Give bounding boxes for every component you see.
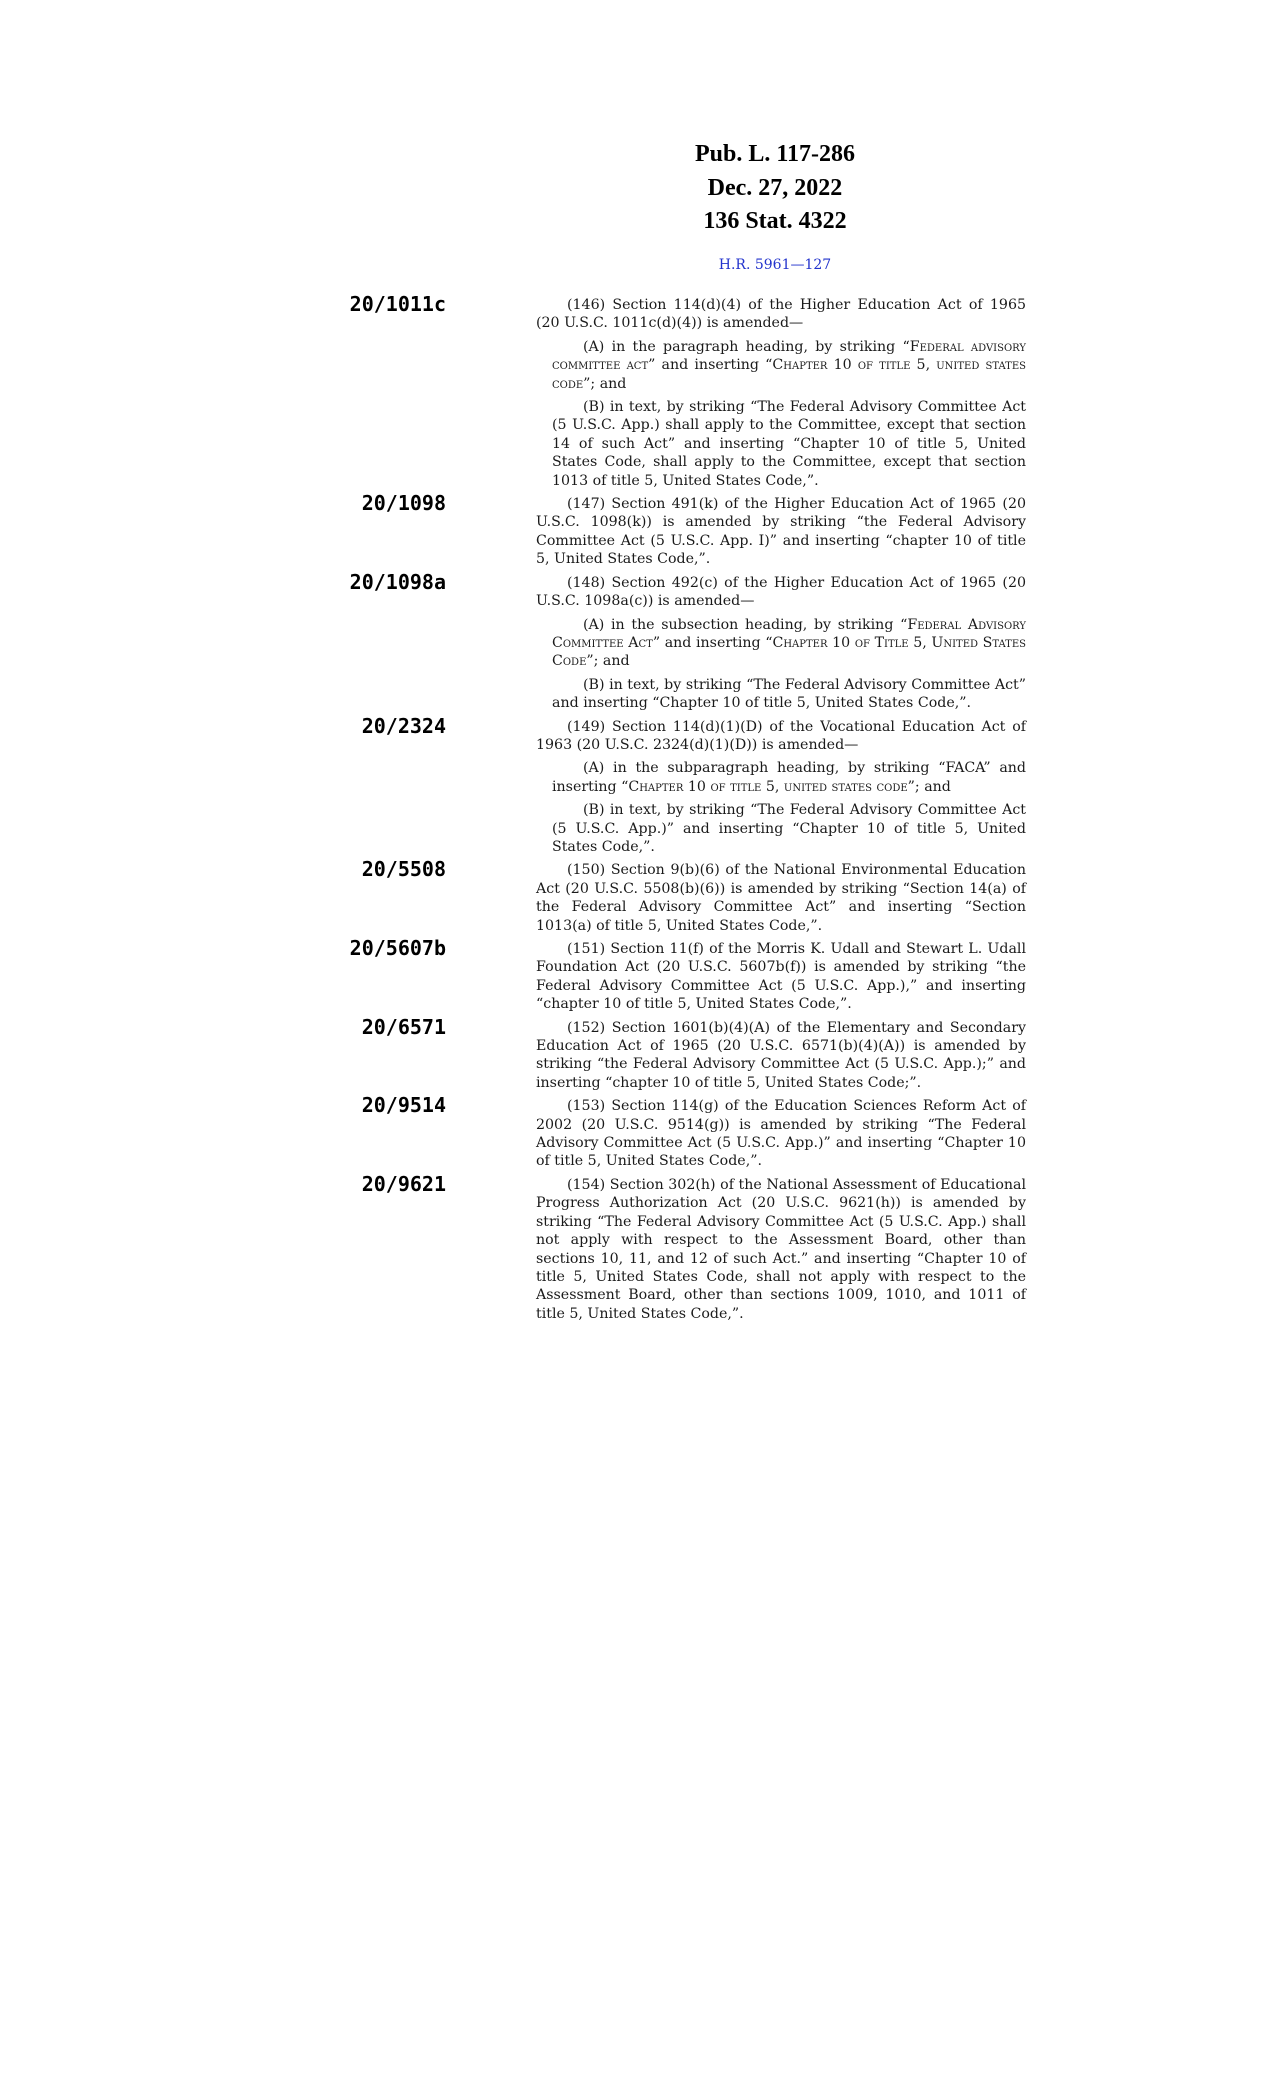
section-block [361,1093,1026,1171]
usc-margin-citation: 20/2324 [361,713,446,738]
section-block [349,936,1026,1014]
document-header [600,138,950,239]
section-text: (152) Section 1601(b)(4)(A) of the Elementary and Secondary Education Act of 1965 (20 U.S.C. 6571(b)(4)(A)) is amended by striking “the Federal Advisory Committee Act (5 U.S.C. App.);” and inserting “chapter 10 of title 5, United States Code;”. [536,1019,1026,1091]
statute-citation: 136 Stat. 4322 [703,208,847,234]
subparagraph-group [536,338,1026,490]
usc-margin-citation: 20/9514 [361,1093,446,1118]
section-block [349,569,1026,611]
section-block [361,1014,1026,1093]
section-text: (146) Section 114(d)(4) of the Higher Education Act of 1965 (20 U.S.C. 1011c(d)(4)) is amended— [536,297,1026,332]
usc-margin-citation: 20/1098a [349,569,446,594]
section-text: (150) Section 9(b)(6) of the National Environmental Education Act (20 U.S.C. 5508(b)(6)) is amended by striking “Section 14(a) of the Federal Advisory Committee Act” and inserting “Section 1013(a) of title 5, United States Code,”. [536,862,1026,934]
subparagraph-text: (B) in text, by striking “The Federal Advisory Committee Act (5 U.S.C. App.)” and inserting “Chapter 10 of title 5, United States Code,”. [552,802,1026,855]
section-text: (149) Section 114(d)(1)(D) of the Vocational Education Act of 1963 (20 U.S.C. 2324(d)(1)(D)) is amended— [536,718,1026,753]
section-block [361,713,1026,755]
subparagraph-group [536,616,1026,713]
usc-margin-citation: 20/1098 [361,491,446,516]
section-text: (147) Section 491(k) of the Higher Education Act of 1965 (20 U.S.C. 1098(k)) is amended by striking “the Federal Advisory Committee Act (5 U.S.C. App. I)” and inserting “chapter 10 of title 5, United States Code,”. [536,496,1026,568]
subparagraph-text: (A) in the subparagraph heading, by striking “FACA” and inserting “Chapter 10 of title 5, united states code”; and [552,760,1026,795]
usc-margin-citation: 20/9621 [361,1171,446,1196]
subparagraph-group [536,759,1026,856]
enactment-date: Dec. 27, 2022 [707,174,843,201]
section-block [349,292,1026,333]
section-text: (154) Section 302(h) of the National Assessment of Educational Progress Authorization Act (20 U.S.C. 9621(h)) is amended by striking “The Federal Advisory Committee Act (5 U.S.C. App.) shall not apply with respect to the Assessment Board, other than sections 10, 11, and 12 of such Act.” and inserting “Chapter 10 of title 5, United States Code, shall not apply with respect to the Assessment Board, other than sections 1009, 1010, and 1011 of title 5, United States Code,”. [536,1176,1026,1322]
section-block [361,857,1026,935]
usc-margin-citation: 20/6571 [361,1014,446,1039]
subparagraph-text: (B) in text, by striking “The Federal Advisory Committee Act” and inserting “Chapter 10 of title 5, United States Code,”. [552,676,1026,712]
usc-margin-citation: 20/5508 [361,857,446,882]
section-text: (153) Section 114(g) of the Education Sciences Reform Act of 2002 (20 U.S.C. 9514(g)) is amended by striking “The Federal Advisory Committee Act (5 U.S.C. App.)” and inserting “Chapter 10 of title 5, United States Code,”. [536,1098,1026,1170]
usc-margin-citation: 20/5607b [349,936,446,960]
section-block [361,1171,1026,1323]
bill-page-reference[interactable]: H.R. 5961—127 [718,257,832,273]
section-text: (151) Section 11(f) of the Morris K. Udall and Stewart L. Udall Foundation Act (20 U.S.C. 5607b(f)) is amended by striking “the Federal Advisory Committee Act (5 U.S.C. App.),” and inserting “chapter 10 of title 5, United States Code,”. [536,941,1026,1013]
subparagraph-text: (B) in text, by striking “The Federal Advisory Committee Act (5 U.S.C. App.) shall apply to the Committee, except that section 14 of such Act” and inserting “Chapter 10 of title 5, United States Code, shall apply to the Committee, except that section 1013 of title 5, United States Code,”. [552,399,1026,489]
public-law-number: Pub. L. 117-286 [694,141,856,167]
section-block [361,491,1026,569]
section-text: (148) Section 492(c) of the Higher Education Act of 1965 (20 U.S.C. 1098a(c)) is amended— [536,574,1026,610]
subparagraph-text: (A) in the subsection heading, by striking “Federal Advisory Committee Act” and inserting “Chapter 10 of Title 5, United States Code”; and [552,616,1027,670]
subparagraph-text: (A) in the paragraph heading, by striking “Federal advisory committee act” and inserting “Chapter 10 of title 5, united states code”; and [552,338,1027,392]
document-body [349,292,1027,1328]
usc-margin-citation: 20/1011c [349,292,446,316]
